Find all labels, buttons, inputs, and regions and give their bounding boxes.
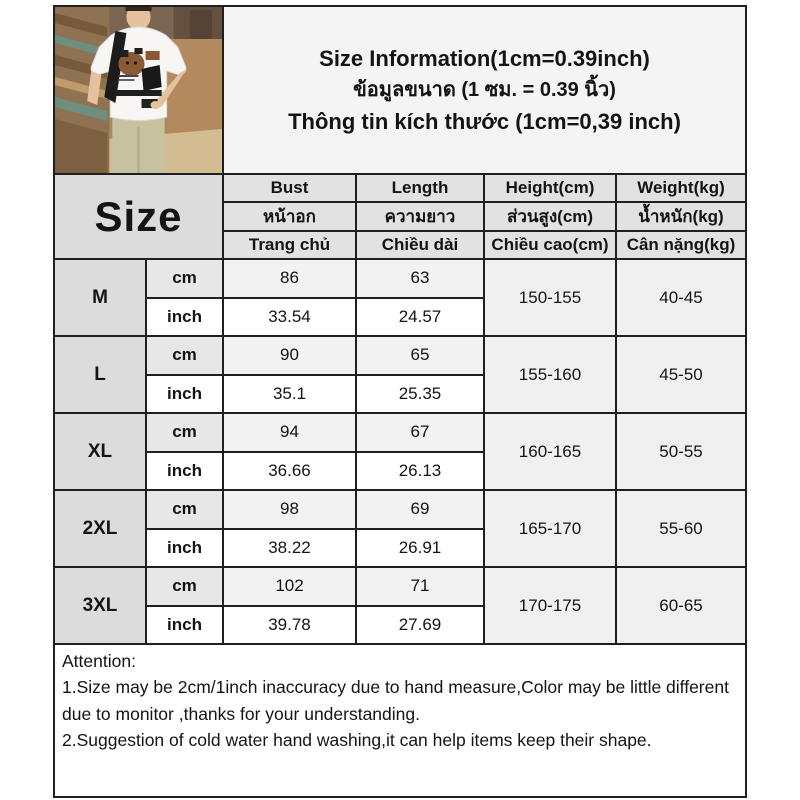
size-row-3xl-cm [54, 567, 746, 606]
col-header-weight-vi: Cân nặng(kg) [616, 231, 746, 259]
bust-inch-value: 36.66 [223, 452, 356, 491]
size-label-m: M [54, 259, 146, 336]
attention-line-1: 1.Size may be 2cm/1inch inaccuracy due to hand measure,Color may be little different due to monitor ,thanks for your understanding. [62, 677, 729, 724]
weight-range-value: 50-55 [616, 413, 746, 490]
col-header-height-en: Height(cm) [484, 174, 616, 202]
length-cm-value: 67 [356, 413, 484, 452]
bust-inch-value: 35.1 [223, 375, 356, 414]
attention-heading: Attention: [62, 651, 136, 671]
col-header-height-th: ส่วนสูง(cm) [484, 202, 616, 231]
height-range-value: 150-155 [484, 259, 616, 336]
title-english: Size Information(1cm=0.39inch) [319, 46, 650, 71]
weight-range-value: 60-65 [616, 567, 746, 644]
size-label-l: L [54, 336, 146, 413]
size-row-m-cm [54, 259, 746, 298]
col-header-weight-th: น้ำหนัก(kg) [616, 202, 746, 231]
tshirt-model-illustration [55, 7, 222, 173]
height-range-value: 155-160 [484, 336, 616, 413]
height-range-value: 165-170 [484, 490, 616, 567]
bust-cm-value: 102 [223, 567, 356, 606]
weight-range-value: 55-60 [616, 490, 746, 567]
title-thai: ข้อมูลขนาด (1 ซม. = 0.39 นิ้ว) [353, 79, 616, 101]
bust-cm-value: 98 [223, 490, 356, 529]
unit-label-inch: inch [146, 298, 223, 337]
height-range-value: 170-175 [484, 567, 616, 644]
col-header-bust-th: หน้าอก [223, 202, 356, 231]
unit-label-inch: inch [146, 529, 223, 568]
unit-label-cm: cm [146, 490, 223, 529]
attention-line-2: 2.Suggestion of cold water hand washing,it can help items keep their shape. [62, 729, 652, 750]
product-photo-image [55, 7, 222, 173]
size-table [53, 5, 747, 798]
bust-inch-value: 33.54 [223, 298, 356, 337]
length-cm-value: 71 [356, 567, 484, 606]
attention-note [54, 644, 746, 797]
unit-label-inch: inch [146, 606, 223, 645]
height-range-value: 160-165 [484, 413, 616, 490]
length-inch-value: 26.13 [356, 452, 484, 491]
col-header-bust-en: Bust [223, 174, 356, 202]
unit-label-inch: inch [146, 452, 223, 491]
length-inch-value: 27.69 [356, 606, 484, 645]
unit-label-inch: inch [146, 375, 223, 414]
bust-cm-value: 94 [223, 413, 356, 452]
unit-label-cm: cm [146, 567, 223, 606]
title-block [223, 6, 746, 174]
title-vietnamese: Thông tin kích thước (1cm=0,39 inch) [288, 109, 681, 134]
unit-label-cm: cm [146, 336, 223, 375]
unit-label-cm: cm [146, 413, 223, 452]
length-cm-value: 69 [356, 490, 484, 529]
size-label-2xl: 2XL [54, 490, 146, 567]
col-header-height-vi: Chiều cao(cm) [484, 231, 616, 259]
col-header-length-th: ความยาว [356, 202, 484, 231]
col-header-bust-vi: Trang chủ [223, 231, 356, 259]
size-row-xl-cm [54, 413, 746, 452]
size-corner-label: Size [54, 174, 223, 259]
col-header-length-en: Length [356, 174, 484, 202]
size-label-3xl: 3XL [54, 567, 146, 644]
length-inch-value: 26.91 [356, 529, 484, 568]
length-inch-value: 24.57 [356, 298, 484, 337]
col-header-weight-en: Weight(kg) [616, 174, 746, 202]
bust-cm-value: 86 [223, 259, 356, 298]
bust-inch-value: 38.22 [223, 529, 356, 568]
unit-label-cm: cm [146, 259, 223, 298]
product-photo [54, 6, 223, 174]
size-row-2xl-cm [54, 490, 746, 529]
col-header-length-vi: Chiều dài [356, 231, 484, 259]
length-cm-value: 65 [356, 336, 484, 375]
bust-cm-value: 90 [223, 336, 356, 375]
weight-range-value: 40-45 [616, 259, 746, 336]
weight-range-value: 45-50 [616, 336, 746, 413]
length-cm-value: 63 [356, 259, 484, 298]
size-row-l-cm [54, 336, 746, 375]
bust-inch-value: 39.78 [223, 606, 356, 645]
length-inch-value: 25.35 [356, 375, 484, 414]
size-label-xl: XL [54, 413, 146, 490]
